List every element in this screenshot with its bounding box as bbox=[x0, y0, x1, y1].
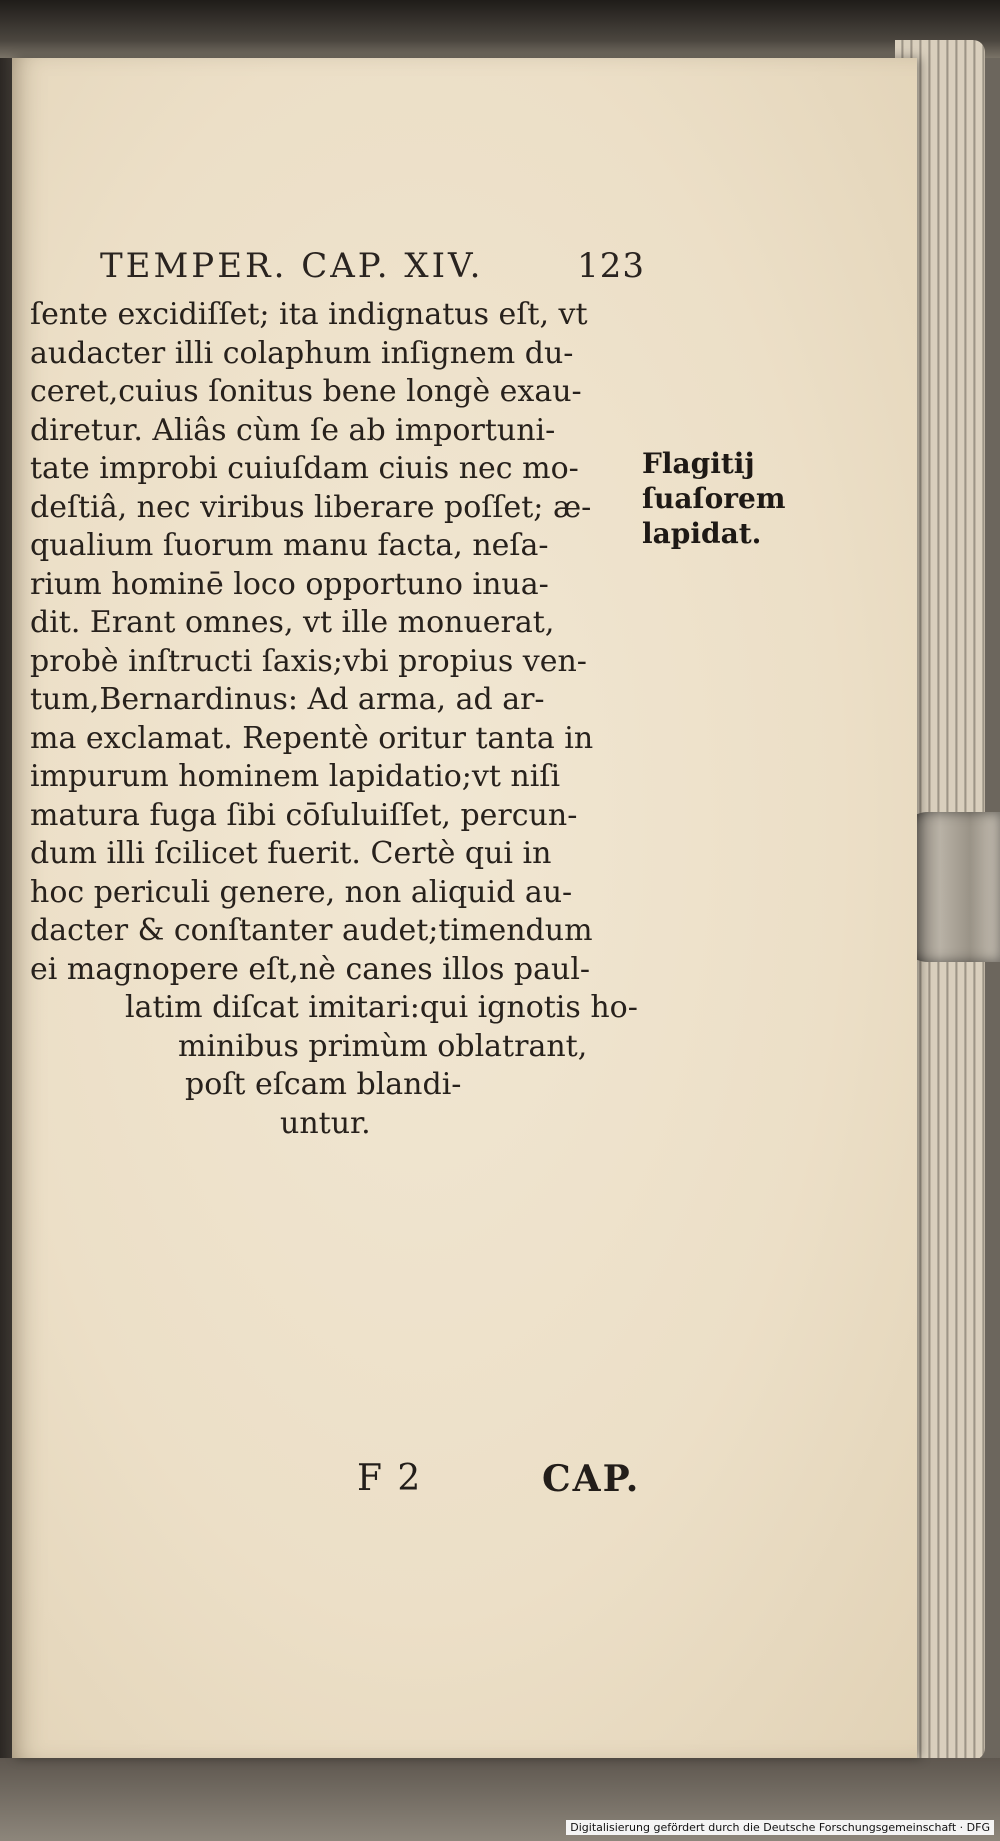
text-line: rium hominē loco opportuno inua- bbox=[30, 566, 549, 602]
text-line: impurum hominem lapidatio;vt niſi bbox=[30, 759, 561, 794]
text-line: ei magnopere eſt,nè canes illos paul- bbox=[30, 951, 591, 987]
marginal-note-line: lapidat. bbox=[642, 517, 762, 550]
text-line: minibus primùm oblatrant, bbox=[178, 1028, 588, 1064]
marginal-note-line: Flagitij bbox=[642, 447, 755, 480]
running-title: TEMPER. CAP. XIV. bbox=[100, 246, 484, 286]
book-top-edge bbox=[0, 0, 1000, 58]
running-header bbox=[100, 246, 645, 286]
text-line: probè inſtructi ſaxis;vbi propius ven- bbox=[30, 643, 587, 679]
text-line: matura fuga ſibi cōſuluiſſet, percun- bbox=[30, 797, 578, 833]
text-line: deſtiâ, nec viribus liberare poſſet; æ- bbox=[30, 489, 592, 525]
signature-mark: F 2 bbox=[357, 1458, 423, 1499]
text-line: tum,Bernardinus: Ad arma, ad ar- bbox=[30, 682, 545, 717]
text-line: ſente excidiſſet; ita indignatus eſt, vt bbox=[30, 297, 588, 332]
digitization-credit: Digitalisierung gefördert durch die Deutsche Forschungsgemeinschaft · DFG bbox=[566, 1820, 994, 1835]
marginal-note-line: ſuaſorem bbox=[642, 482, 786, 515]
text-line: dum illi ſcilicet fuerit. Certè qui in bbox=[30, 836, 552, 871]
text-line: ma exclamat. Repentè oritur tanta in bbox=[30, 720, 594, 756]
text-line: tate improbi cuiuſdam ciuis nec mo- bbox=[30, 451, 579, 486]
text-line: untur. bbox=[280, 1105, 371, 1141]
text-line: hoc periculi genere, non aliquid au- bbox=[30, 874, 573, 910]
book-page bbox=[12, 58, 917, 1758]
main-text-block bbox=[30, 296, 640, 1143]
text-line: diretur. Aliâs cùm ſe ab importuni- bbox=[30, 412, 556, 448]
text-line: dacter & conſtanter audet;timendum bbox=[30, 913, 593, 948]
text-line: ceret,cuius ſonitus bene longè exau- bbox=[30, 374, 582, 409]
text-line: poſt eſcam blandi- bbox=[185, 1067, 462, 1102]
text-line: audacter illi colaphum inſignem du- bbox=[30, 335, 574, 371]
catchword: CAP. bbox=[542, 1458, 641, 1500]
text-line: qualium ſuorum manu facta, neſa- bbox=[30, 528, 549, 563]
marginal-note bbox=[642, 446, 812, 551]
text-line: dit. Erant omnes, vt ille monuerat, bbox=[30, 605, 555, 640]
folio-number: 123 bbox=[577, 246, 645, 286]
text-line: latim diſcat imitari:qui ignotis ho- bbox=[125, 990, 638, 1025]
